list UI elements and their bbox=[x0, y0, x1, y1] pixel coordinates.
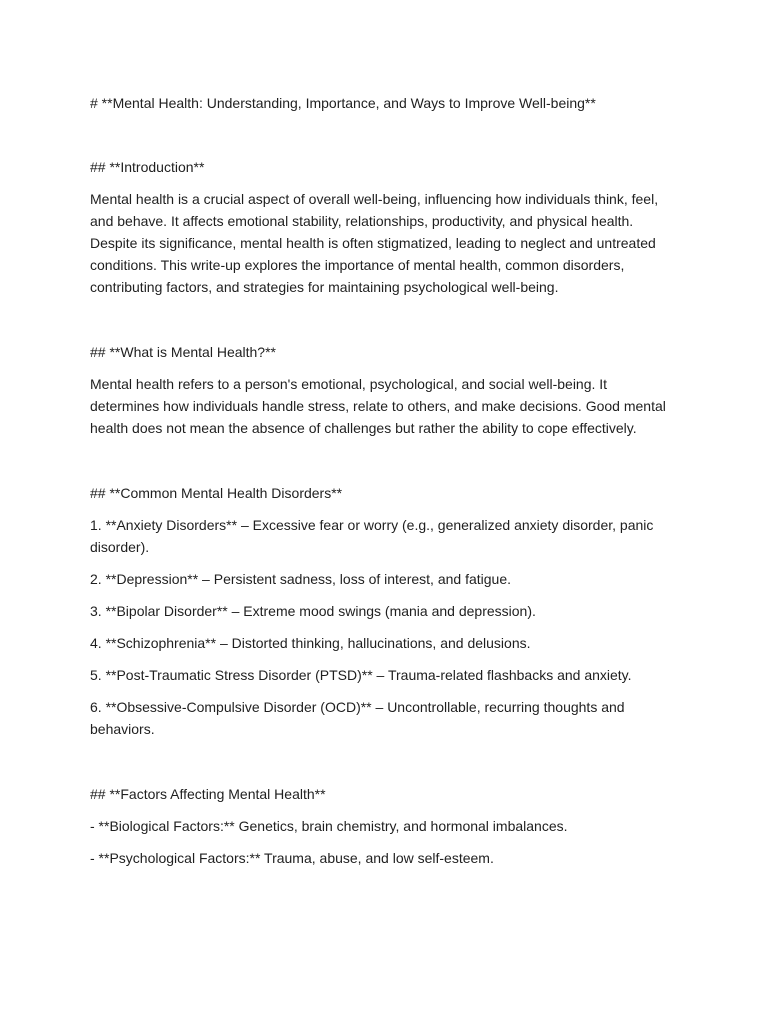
list-item: 6. **Obsessive-Compulsive Disorder (OCD)** – Uncontrollable, recurring thoughts and behaviors. bbox=[90, 699, 625, 737]
list-item: 1. **Anxiety Disorders** – Excessive fear or worry (e.g., generalized anxiety disorder, panic disorder). bbox=[90, 517, 654, 555]
what-is-mental-health-section bbox=[90, 341, 680, 439]
list-item: - **Biological Factors:** Genetics, brain chemistry, and hormonal imbalances. bbox=[90, 818, 568, 834]
document-title: # **Mental Health: Understanding, Importance, and Ways to Improve Well-being** bbox=[90, 95, 596, 111]
list-item: 3. **Bipolar Disorder** – Extreme mood swings (mania and depression). bbox=[90, 603, 536, 619]
what-is-mental-health-heading: ## **What is Mental Health?** bbox=[90, 344, 276, 360]
factors-list bbox=[90, 815, 680, 869]
list-item: 5. **Post-Traumatic Stress Disorder (PTSD)** – Trauma-related flashbacks and anxiety. bbox=[90, 667, 632, 683]
document-body bbox=[90, 92, 680, 869]
introduction-paragraph: Mental health is a crucial aspect of overall well-being, influencing how individuals think, feel, and behave. It affects emotional stability, relationships, productivity, and physical health. Despite its significance, mental health is often stigmatized, leading to neglect and untreated conditions. This write-up explores the importance of mental health, common disorders, contributing factors, and strategies for maintaining psychological well-being. bbox=[90, 191, 659, 295]
what-is-mental-health-paragraph: Mental health refers to a person's emotional, psychological, and social well-being. It determines how individuals handle stress, relate to others, and make decisions. Good mental health does not mean the absence of challenges but rather the ability to cope effectively. bbox=[90, 376, 666, 436]
disorders-heading: ## **Common Mental Health Disorders** bbox=[90, 485, 343, 501]
introduction-section bbox=[90, 156, 680, 298]
factors-heading: ## **Factors Affecting Mental Health** bbox=[90, 786, 326, 802]
list-item: - **Psychological Factors:** Trauma, abuse, and low self-esteem. bbox=[90, 850, 494, 866]
list-item: 4. **Schizophrenia** – Distorted thinking, hallucinations, and delusions. bbox=[90, 635, 531, 651]
disorders-list bbox=[90, 514, 680, 740]
list-item: 2. **Depression** – Persistent sadness, loss of interest, and fatigue. bbox=[90, 571, 512, 587]
disorders-section bbox=[90, 482, 680, 740]
introduction-heading: ## **Introduction** bbox=[90, 159, 205, 175]
factors-section bbox=[90, 783, 680, 869]
